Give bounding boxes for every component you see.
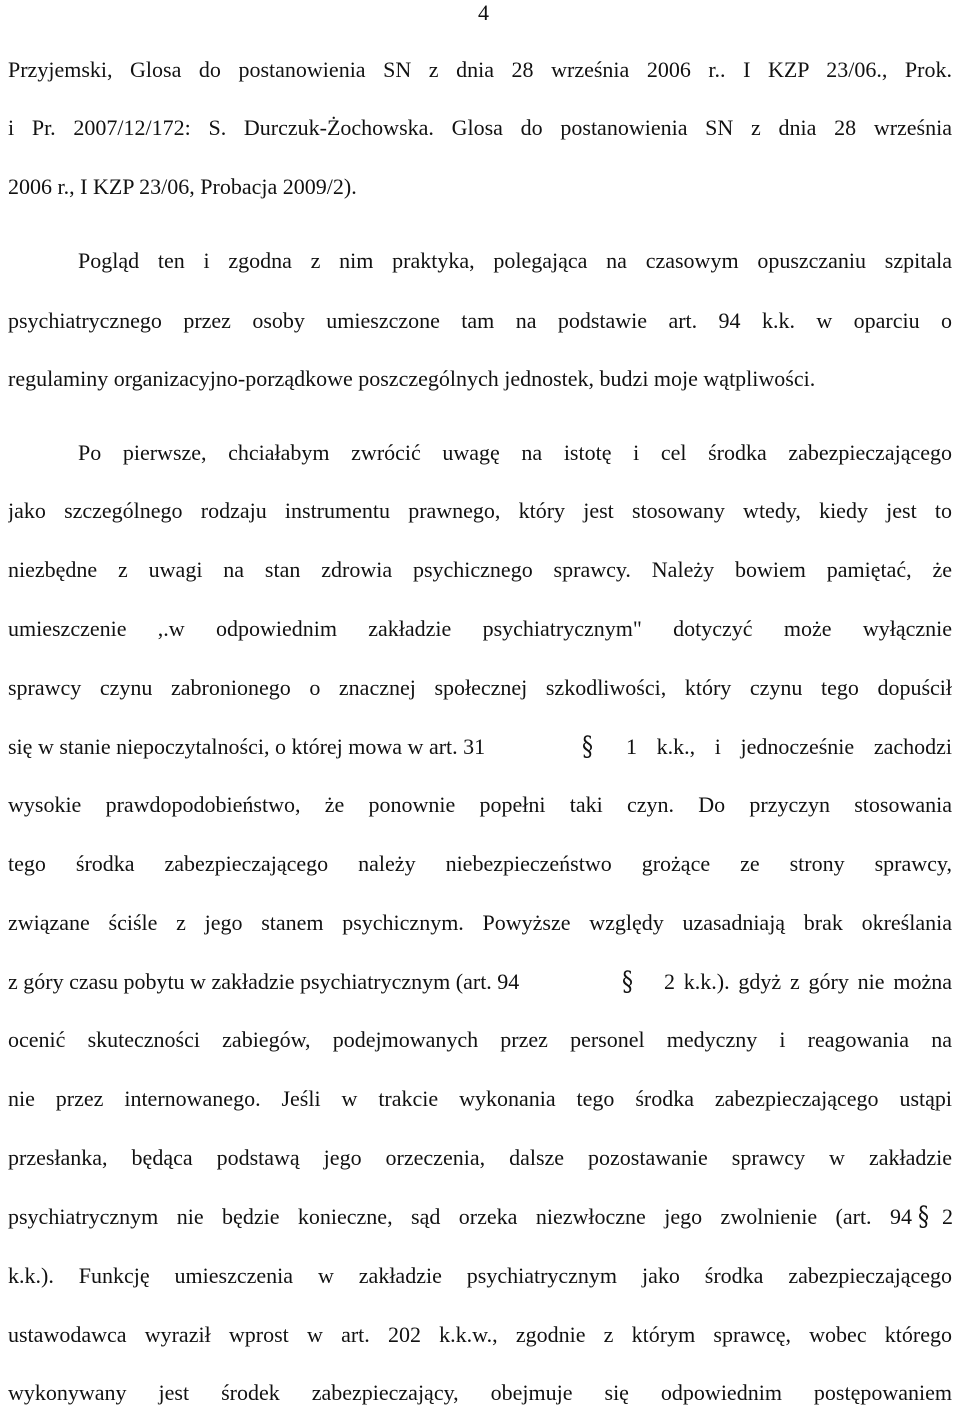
text-line: 2 k.k.). gdyż z góry nie można bbox=[664, 969, 952, 994]
text-line: tego środka zabezpieczającego należy niebezpieczeństwo grożące ze strony sprawcy, bbox=[8, 851, 952, 876]
text-line: psychiatrycznego przez osoby umieszczone tam na podstawie art. 94 k.k. w oparciu o bbox=[8, 308, 952, 333]
text-line: nie przez internowanego. Jeśli w trakcie wykonania tego środka zabezpieczającego ustąpi bbox=[8, 1086, 952, 1111]
page-number: 4 bbox=[478, 0, 489, 25]
section-sign: § bbox=[622, 967, 633, 998]
text-line: 1 k.k., i jednocześnie zachodzi bbox=[626, 734, 952, 759]
text-line: się w stanie niepoczytalności, o której mowa w art. 31 bbox=[8, 734, 486, 759]
section-sign: § bbox=[918, 1202, 929, 1233]
text-line: Po pierwsze, chciałabym zwrócić uwagę na istotę i cel środka zabezpieczającego bbox=[78, 440, 952, 465]
section-sign: § bbox=[582, 732, 593, 763]
text-line: przesłanka, będąca podstawą jego orzeczenia, dalsze pozostawanie sprawcy w zakładzie bbox=[8, 1145, 952, 1170]
text-line: wykonywany jest środek zabezpieczający, obejmuje się odpowiednim postępowaniem bbox=[8, 1380, 952, 1405]
text-line: sprawcy czynu zabronionego o znacznej społecznej szkodliwości, który czynu tego dopuścił bbox=[8, 675, 952, 700]
text-line: 2006 r., I KZP 23/06, Probacja 2009/2). bbox=[8, 174, 357, 199]
text-line: wysokie prawdopodobieństwo, że ponownie popełni taki czyn. Do przyczyn stosowania bbox=[8, 792, 952, 817]
text-line: i Pr. 2007/12/172: S. Durczuk-Żochowska. Glosa do postanowienia SN z dnia 28 września bbox=[8, 115, 952, 140]
text-line: Pogląd ten i zgodna z nim praktyka, polegająca na czasowym opuszczaniu szpitala bbox=[78, 248, 952, 273]
text-line: 2 bbox=[942, 1204, 953, 1229]
text-line: umieszczenie ,.w odpowiednim zakładzie psychiatrycznym" dotyczyć może wyłącznie bbox=[8, 616, 952, 641]
text-line: z góry czasu pobytu w zakładzie psychiatrycznym (art. 94 bbox=[8, 969, 520, 994]
text-line: psychiatrycznym nie będzie konieczne, sąd orzeka niezwłoczne jego zwolnienie (art. 94 bbox=[8, 1204, 912, 1229]
text-line: związane ściśle z jego stanem psychicznym. Powyższe względy uzasadniają brak określania bbox=[8, 910, 952, 935]
text-line: k.k.). Funkcję umieszczenia w zakładzie psychiatrycznym jako środka zabezpieczającego bbox=[8, 1263, 952, 1288]
text-line: ocenić skuteczności zabiegów, podejmowanych przez personel medyczny i reagowania na bbox=[8, 1027, 952, 1052]
text-line: regulaminy organizacyjno-porządkowe poszczególnych jednostek, budzi moje wątpliwości. bbox=[8, 366, 816, 391]
text-line: jako szczególnego rodzaju instrumentu prawnego, który jest stosowany wtedy, kiedy jest to bbox=[8, 498, 952, 523]
text-line: ustawodawca wyraził wprost w art. 202 k.k.w., zgodnie z którym sprawcę, wobec którego bbox=[8, 1322, 952, 1347]
text-line: Przyjemski, Glosa do postanowienia SN z dnia 28 września 2006 r.. I KZP 23/06., Prok. bbox=[8, 57, 952, 82]
text-line: niezbędne z uwagi na stan zdrowia psychicznego sprawcy. Należy bowiem pamiętać, że bbox=[8, 557, 952, 582]
